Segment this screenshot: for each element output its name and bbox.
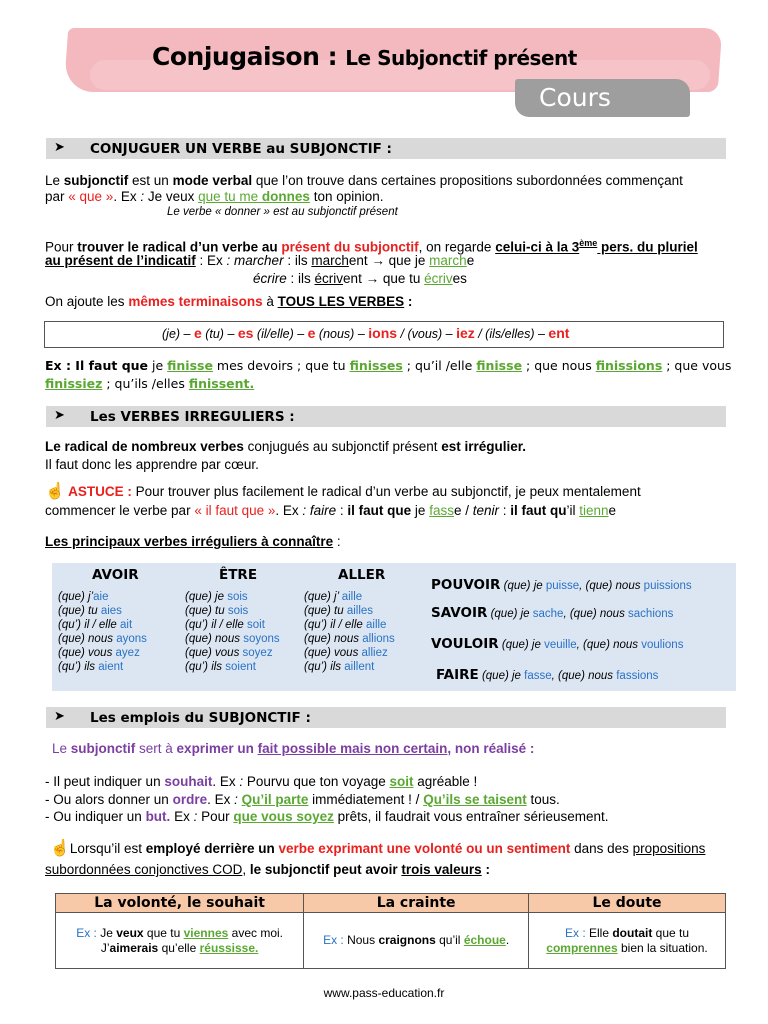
conj-row: (qu’) il / elle ait — [58, 619, 133, 631]
arrow-bullet-icon: ➤ — [54, 407, 65, 422]
irreg-line-2: Il faut donc les apprendre par cœur. — [45, 457, 259, 472]
conj-row: (que) j’ aille — [304, 591, 363, 603]
verb-pouvoir: POUVOIR (que) je puisse, (que) nous puissions — [431, 577, 692, 593]
section-heading: Les emplois du SUBJONCTIF : — [90, 710, 311, 726]
exemple-line-1: Ex : Il faut que je finisse mes devoirs ; que tu finisses ; qu’il /elle finisse ; que nous finissions ; que vous — [45, 358, 732, 373]
verb-heading: ALLER — [338, 567, 386, 583]
exemple-line-2: finissiez ; qu’ils /elles finissent. — [45, 376, 255, 391]
arrow-bullet-icon: ➤ — [54, 708, 65, 723]
astuce-line-2: commencer le verbe par « il faut que ». Ex : faire : il faut que je fasse / tenir : il faut qu’il tienne — [45, 503, 617, 518]
verb-faire: FAIRE (que) je fasse, (que) nous fassions — [436, 667, 659, 683]
col-etre — [185, 568, 280, 674]
astuce-line: ☝ ASTUCE : Pour trouver plus facilement le radical d’un verbe au subjonctif, je peux mentalement — [45, 483, 641, 500]
principaux-heading: Les principaux verbes irréguliers à connaître : — [45, 534, 341, 549]
radical-line-3: écrire : ils écrivent → que tu écrives — [253, 271, 467, 286]
conj-row: (que) je sois — [185, 591, 248, 603]
arrow-bullet-icon: ➤ — [54, 139, 65, 154]
trois-valeurs-line-2: subordonnées conjonctives COD, le subjonctif peut avoir trois valeurs : — [45, 862, 490, 877]
terminaisons-line: (je) – e (tu) – es (il/elle) – e (nous) – ions / (vous) – iez / (ils/elles) – ent — [162, 325, 570, 341]
emplois-intro: Le subjonctif sert à exprimer un fait possible mais non certain, non réalisé : — [52, 741, 535, 756]
verb-savoir: SAVOIR (que) je sache, (que) nous sachions — [431, 605, 674, 621]
verb-heading: AVOIR — [92, 567, 139, 583]
section-conjuguer — [46, 138, 726, 159]
conj-row: (qu’) ils aillent — [304, 661, 375, 673]
header-doute: Le doute — [529, 894, 726, 913]
conj-row: (que) nous soyons — [185, 633, 280, 645]
conj-row: (qu’) ils aient — [58, 661, 124, 673]
emploi-but: - Ou indiquer un but. Ex : Pour que vous soyez prêts, il faudrait vous entraîner sérieusement. — [45, 809, 609, 824]
col-avoir — [58, 568, 147, 674]
cours-badge-label: Cours — [539, 83, 611, 112]
conj-row: (qu’) il / elle soit — [185, 619, 265, 631]
conj-row: (que) vous soyez — [185, 647, 273, 659]
radical-line-1: Pour trouver le radical d’un verbe au présent du subjonctif, on regarde celui-ci à la 3ème pers. du pluriel — [45, 238, 698, 255]
header-volonte: La volonté, le souhait — [56, 894, 304, 913]
conj-row: (que) tu sois — [185, 605, 249, 617]
verb-vouloir: VOULOIR (que) je veuille, (que) nous voulions — [431, 636, 684, 652]
terminaisons-intro: On ajoute les mêmes terminaisons à TOUS LES VERBES : — [45, 294, 413, 309]
note-text: Le verbe « donner » est au subjonctif présent — [167, 206, 398, 218]
conj-row: (que) vous alliez — [304, 647, 388, 659]
pointing-hand-icon: ☝ — [45, 483, 65, 500]
page-title: Conjugaison : Le Subjonctif présent — [152, 42, 577, 71]
verb-heading: ÊTRE — [219, 567, 258, 583]
conj-row: (qu’) il / elle aille — [304, 619, 387, 631]
section-emplois — [46, 707, 726, 728]
definition-line-2: par « que ». Ex : Je veux que tu me donnes ton opinion. — [45, 189, 384, 204]
definition-line-1: Le subjonctif est un mode verbal que l’on trouve dans certaines propositions subordonnées commençant — [45, 173, 683, 188]
conj-row: (que) nous ayons — [58, 633, 147, 645]
section-heading: Les VERBES IRREGULIERS : — [90, 409, 295, 425]
conj-row: (qu’) ils soient — [185, 661, 256, 673]
col-aller — [304, 568, 395, 674]
cell-volonte: Ex : Je veux que tu viennes avec moi. J’aimerais qu’elle réussisse. — [56, 913, 304, 969]
pointing-hand-icon: ☝ — [50, 840, 70, 857]
conj-row: (que) tu ailles — [304, 605, 374, 617]
header-crainte: La crainte — [304, 894, 529, 913]
footer-url: www.pass-education.fr — [323, 986, 445, 1000]
conj-row: (que) j’aie — [58, 591, 109, 603]
cell-crainte: Ex : Nous craignons qu’il échoue. — [304, 913, 529, 969]
emploi-souhait: - Il peut indiquer un souhait. Ex : Pourvu que ton voyage soit agréable ! — [45, 774, 478, 789]
emploi-ordre: - Ou alors donner un ordre. Ex : Qu’il parte immédiatement ! / Qu’ils se taisent tous. — [45, 792, 560, 807]
trois-valeurs-line-1: ☝Lorsqu’il est employé derrière un verbe exprimant une volonté ou un sentiment dans des propositions — [50, 840, 706, 857]
conj-row: (que) vous ayez — [58, 647, 140, 659]
cell-doute: Ex : Elle doutait que tu comprennes bien la situation. — [529, 913, 726, 969]
irreg-line-1: Le radical de nombreux verbes conjugués au subjonctif présent est irrégulier. — [45, 439, 527, 454]
radical-line-2: au présent de l’indicatif : Ex : marcher : ils marchent → que je marche — [45, 253, 475, 268]
valeurs-table — [55, 893, 726, 969]
conj-row: (que) tu aies — [58, 605, 122, 617]
section-heading: CONJUGUER UN VERBE au SUBJONCTIF : — [90, 141, 392, 157]
section-irreguliers — [46, 406, 726, 427]
conj-row: (que) nous allions — [304, 633, 395, 645]
